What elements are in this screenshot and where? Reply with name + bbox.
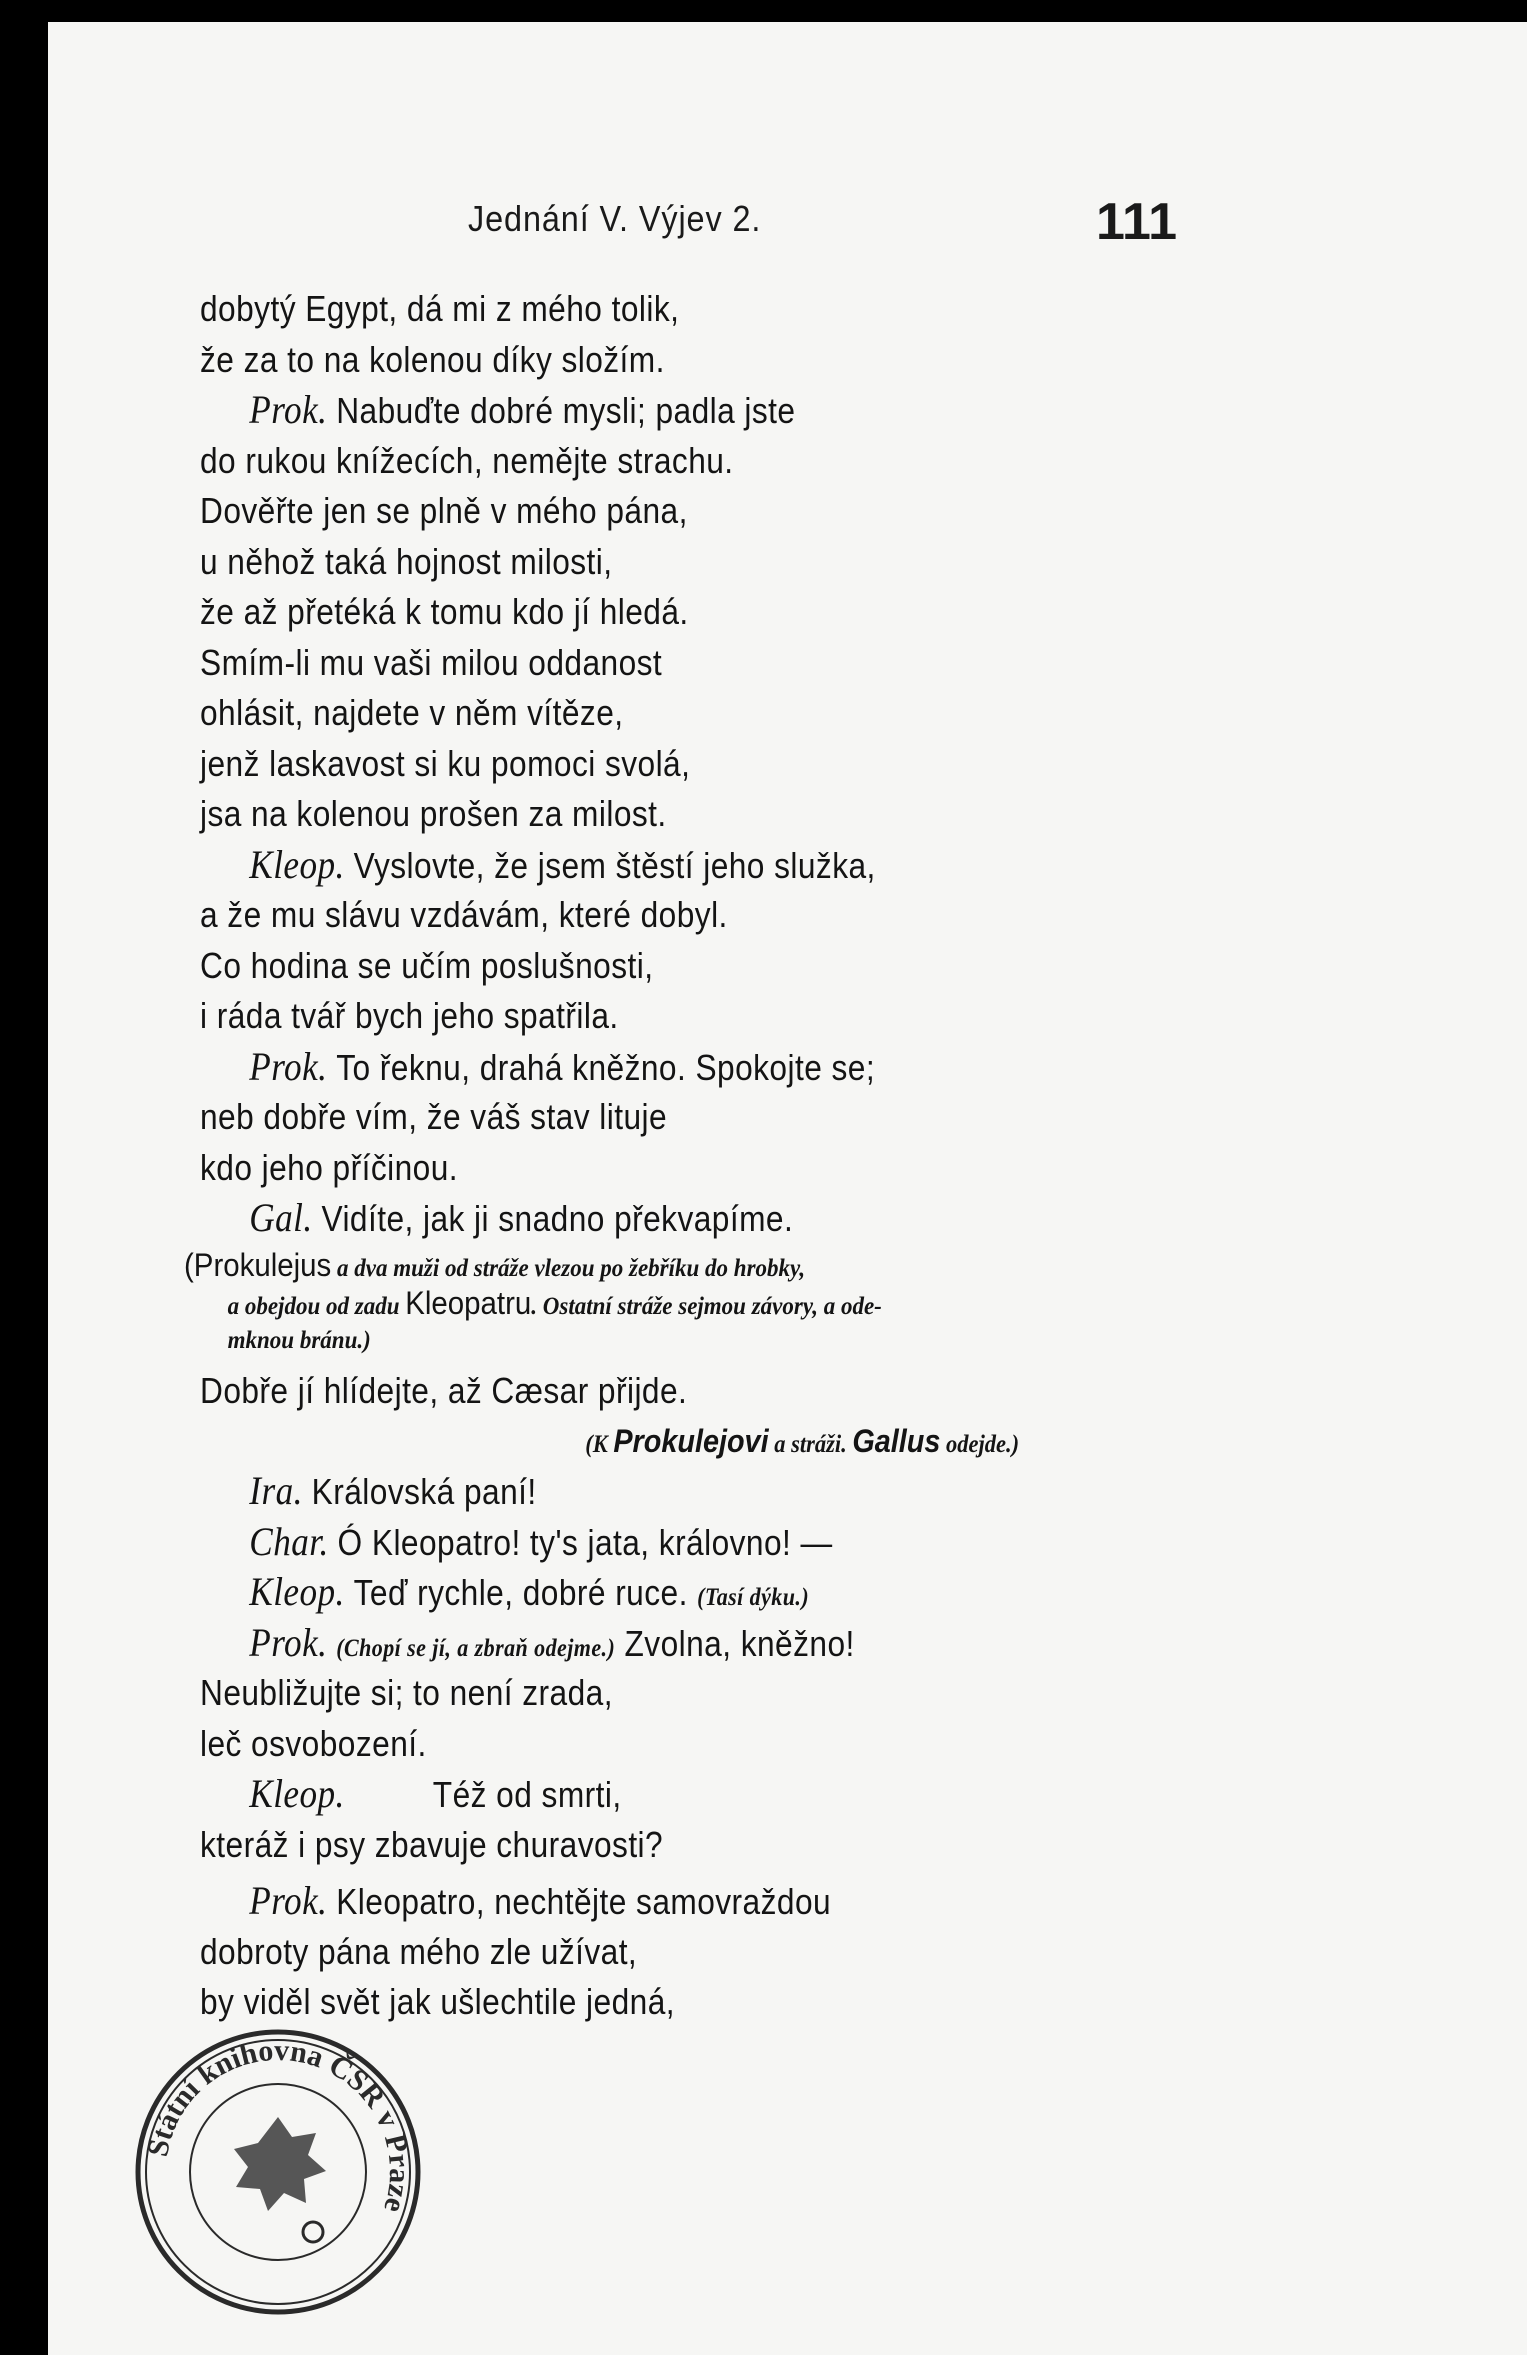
verse-line: Neubližujte si; to není zrada, (200, 1672, 613, 1713)
verse-line: Dověřte jen se plně v mého pána, (200, 490, 688, 531)
speech-line (200, 1567, 1168, 1618)
verse-line: Smím-li mu vaši milou oddanost (200, 641, 663, 683)
character-name: Prokulejus (193, 1246, 332, 1283)
verse-text: Též od smrti, (432, 1774, 622, 1815)
library-stamp (128, 2022, 428, 2322)
page-number: 111 (1096, 193, 1178, 251)
play-text (184, 284, 1300, 2028)
stamp-icon (128, 2022, 428, 2322)
character-name: Prokulejovi (613, 1423, 769, 1459)
character-name: Kleopatru (405, 1284, 532, 1321)
speech-line (200, 1517, 1168, 1568)
speech-line (200, 1769, 1168, 1820)
verse-line: a že mu slávu vzdávám, které dobyl. (200, 894, 728, 935)
speaker-name: Kleop. (249, 841, 345, 887)
verse-line: u něhož taká hojnost milosti, (200, 540, 613, 582)
verse-line: i ráda tvář bych jeho spatřila. (200, 995, 619, 1036)
speech-line (200, 1618, 1168, 1669)
speech-line (200, 1466, 1168, 1517)
verse-line: neb dobře vím, že váš stav lituje (200, 1096, 668, 1137)
verse-line: kdo jeho příčinou. (200, 1146, 459, 1188)
speaker-name: Char. (249, 1518, 329, 1564)
stage-direction-line: (K Prokulejovi a stráži. Gallus odejde.) (585, 1423, 1020, 1459)
speech-line (200, 385, 1168, 436)
verse-text: Kleopatro, nechtějte samovraždou (336, 1881, 832, 1922)
stage-direction-line: mknou bránu.) (227, 1326, 371, 1354)
stage-direction-line: (Prokulejus a dva muži od stráže vlezou po žebříku do hrobky, (184, 1246, 806, 1283)
verse-line: leč osvobození. (200, 1722, 427, 1764)
speaker-name: Kleop. (249, 1771, 345, 1816)
verse-text: Vyslovte, že jsem štěstí jeho služka, (353, 844, 876, 886)
verse-text: Vidíte, jak ji snadno překvapíme. (321, 1198, 794, 1239)
verse-text: Královská paní! (311, 1471, 537, 1512)
speaker-name: Ira. (249, 1468, 303, 1513)
verse-line: že až přetéká k tomu kdo jí hledá. (200, 591, 689, 632)
verse-line: ohlásit, najdete v něm vítěze, (200, 692, 624, 733)
verse-line: kteráž i psy zbavuje churavosti? (200, 1823, 664, 1865)
verse-line: že za to na kolenou díky složím. (200, 338, 665, 380)
speaker-name: Gal. (249, 1195, 313, 1240)
verse-line: dobytý Egypt, dá mi z mého tolik, (200, 288, 680, 329)
running-title: Jednání V. Výjev 2. (468, 198, 762, 239)
stage-direction: (Chopí se jí, a zbraň odejme.) (336, 1634, 616, 1662)
verse-line: dobroty pána mého zle užívat, (200, 1930, 638, 1972)
verse-text: To řeknu, drahá kněžno. Spokojte se; (336, 1046, 876, 1088)
speech-line (200, 1193, 1168, 1244)
verse-line: do rukou knížecích, nemějte strachu. (200, 439, 734, 481)
speaker-name: Prok. (249, 1043, 328, 1089)
stage-direction-line: a obejdou od zadu Kleopatru. Ostatní stráže sejmou závory, a ode- (227, 1284, 882, 1321)
stage-direction: (Tasí dýku.) (697, 1584, 810, 1611)
svg-text:Státní knihovna ČSR v Praze: Státní knihovna ČSR v Praze (141, 2033, 417, 2217)
verse-text: Teď rychle, dobré ruce. (353, 1572, 688, 1613)
verse-text: Ó Kleopatro! ty's jata, královno! — (337, 1521, 833, 1563)
speech-line (200, 1042, 1168, 1093)
speaker-name: Kleop. (249, 1569, 345, 1614)
verse-text: Nabuďte dobré mysli; padla jste (336, 390, 796, 431)
character-name: Gallus (852, 1423, 941, 1459)
verse-line: by viděl svět jak ušlechtile jedná, (200, 1981, 676, 2022)
speech-line (200, 840, 1168, 891)
verse-line: jsa na kolenou prošen za milost. (200, 793, 667, 834)
stage-direction-block (184, 1246, 1300, 1360)
verse-text: Zvolna, kněžno! (624, 1622, 855, 1664)
speaker-name: Prok. (249, 387, 328, 432)
book-page (48, 22, 1527, 2355)
verse-line: Co hodina se učím poslušnosti, (200, 944, 654, 986)
verse-line: Dobře jí hlídejte, až Cæsar přijde. (200, 1369, 688, 1411)
verse-line: jenž laskavost si ku pomoci svolá, (200, 742, 691, 784)
speaker-name: Prok. (249, 1619, 328, 1665)
speech-line (200, 1876, 1168, 1927)
speaker-name: Prok. (249, 1878, 328, 1923)
